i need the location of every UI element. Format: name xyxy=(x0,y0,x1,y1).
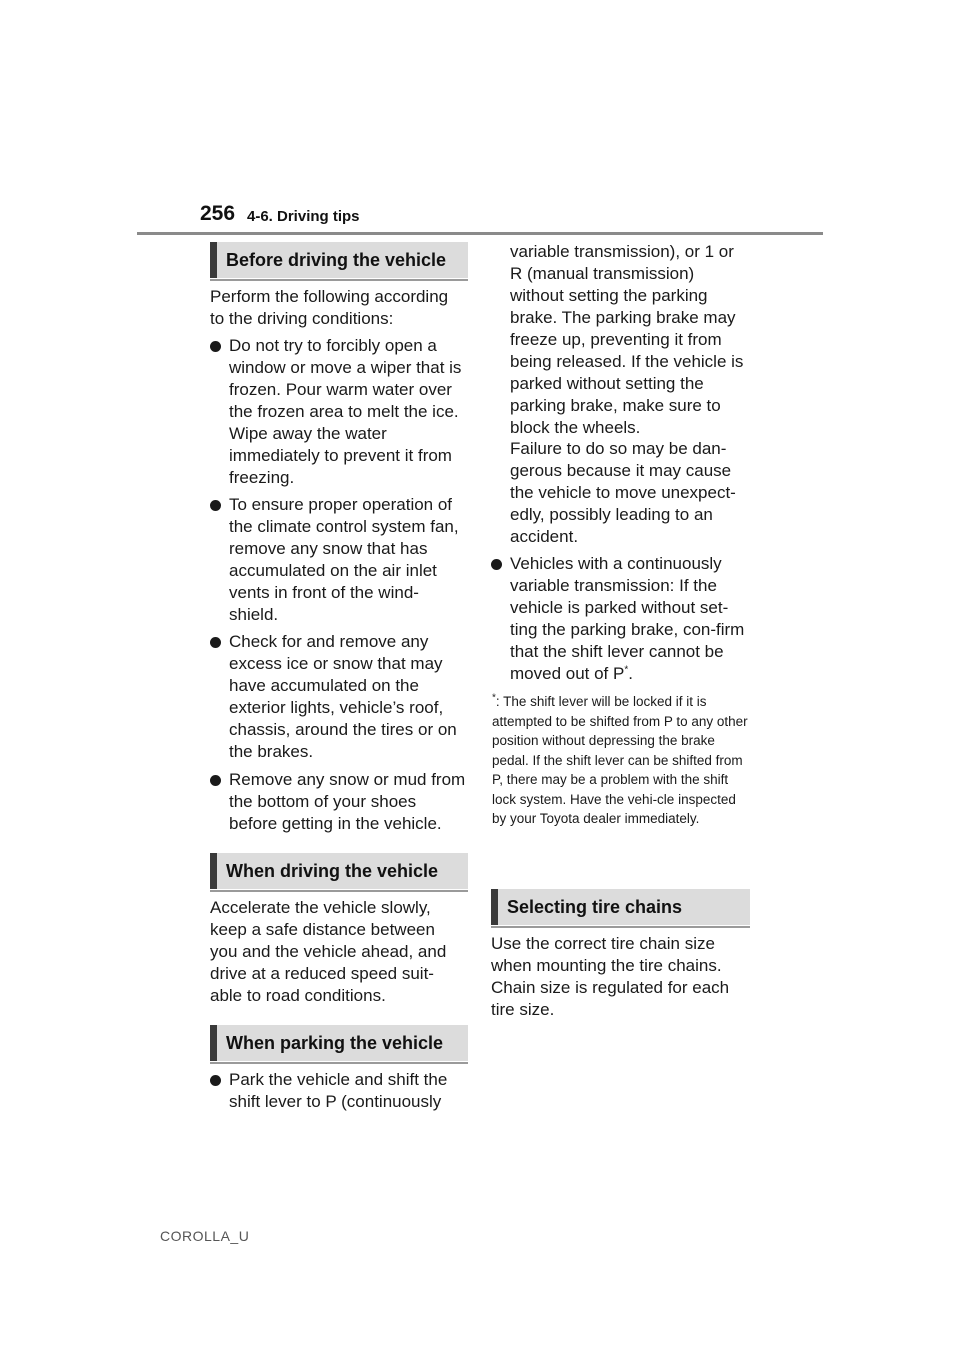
bullet-item xyxy=(210,631,466,763)
heading-when-parking: When parking the vehicle xyxy=(210,1025,468,1061)
tire-chains-body: Use the correct tire chain size when mounting the tire chains. Chain size is regulated for each tire size. xyxy=(491,934,730,1019)
bullet-item xyxy=(491,553,750,685)
heading-tire-chains: Selecting tire chains xyxy=(491,889,750,925)
heading-when-driving: When driving the vehicle xyxy=(210,853,468,889)
bullet-icon xyxy=(210,775,221,786)
when-driving-body: Accelerate the vehicle slowly, keep a safe distance between you and the vehicle ahead, and drive at a reduced speed suit-able to road conditions. xyxy=(210,898,447,1005)
footer-code: COROLLA_U xyxy=(160,1228,250,1244)
bullet-text: Check for and remove any excess ice or snow that may have accumulated on the exterior lights, vehicle’s roof, chassis, around the tires or on the brakes. xyxy=(229,632,457,761)
bullet-icon xyxy=(210,637,221,648)
footnote-mark: * xyxy=(492,692,496,704)
bullet-icon xyxy=(210,500,221,511)
footnote-text: : The shift lever will be locked if it is attempted to be shifted from P to any other position without depressing the brake pedal. If the shift lever can be shifted from P, there may be a problem with the shift lock system. Have the vehi-cle inspected by your Toyota dealer immediately. xyxy=(492,694,748,826)
heading-before-driving: Before driving the vehicle xyxy=(210,242,468,278)
footnote-marker: * xyxy=(624,664,629,676)
bullet-icon xyxy=(491,559,502,570)
bullet-text-end: . xyxy=(628,664,633,683)
bullet-icon xyxy=(210,1075,221,1086)
bullet-text: To ensure proper operation of the climate control system fan, remove any snow that has accumulated on the air inlet vents in front of the wind-shield. xyxy=(229,495,459,624)
bullet-icon xyxy=(210,341,221,352)
header-divider xyxy=(137,232,823,235)
bullet-item xyxy=(210,769,466,835)
footnote xyxy=(492,692,752,829)
before-driving-intro: Perform the following according to the driving conditions: xyxy=(210,287,449,328)
bullet-text: Do not try to forcibly open a window or move a wiper that is frozen. Pour warm water over the frozen area to melt the ice. Wipe away the water immediately to prevent it from freezing. xyxy=(229,336,462,487)
parking-bullet-continued: variable transmission), or 1 or R (manual transmission) without setting the parking brake. The parking brake may freeze up, preventing it from being released. If the vehicle is parked without setting the parking brake, make sure to block the wheels. xyxy=(510,242,744,437)
bullet-text: Remove any snow or mud from the bottom of your shoes before getting in the vehicle. xyxy=(229,770,466,833)
bullet-item xyxy=(210,335,466,489)
parking-warning: Failure to do so may be dan-gerous because it may cause the vehicle to move unexpect-edly, possibly leading to an accident. xyxy=(510,439,736,546)
bullet-item xyxy=(210,494,466,626)
page-number: 256 xyxy=(200,202,236,225)
bullet-text: Vehicles with a continuously variable transmission: If the vehicle is parked without set-ting the parking brake, con-firm that the shift lever cannot be moved out of P xyxy=(510,554,745,683)
section-title: 4-6. Driving tips xyxy=(247,208,360,225)
bullet-item xyxy=(210,1069,466,1113)
bullet-text: Park the vehicle and shift the shift lever to P (continuously xyxy=(229,1070,448,1111)
